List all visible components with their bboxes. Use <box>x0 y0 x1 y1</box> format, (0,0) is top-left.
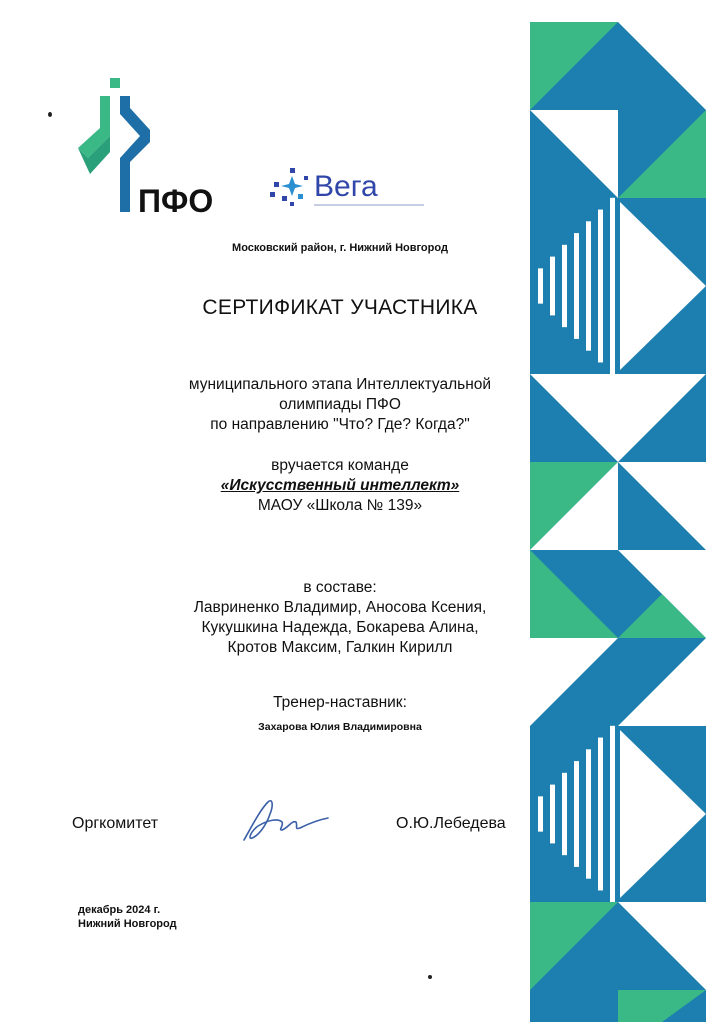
pattern-stripe <box>538 268 543 303</box>
members-line: Кукушкина Надежда, Бокарева Алина, <box>201 619 479 636</box>
stage-line: олимпиады ПФО <box>279 396 401 413</box>
scan-speck <box>428 975 432 979</box>
pattern-stripe <box>550 257 555 316</box>
vega-star-icon <box>270 168 308 206</box>
pattern-stripe <box>610 726 615 902</box>
members-heading: в составе: <box>303 579 377 596</box>
certificate-title: СЕРТИФИКАТ УЧАСТНИКА <box>202 296 478 319</box>
pattern-stripe <box>574 761 579 867</box>
award-block <box>150 456 530 516</box>
stage-line: муниципального этапа Интеллектуальной <box>188 376 492 393</box>
footer-date-block <box>78 903 177 931</box>
stage-description <box>150 375 530 435</box>
coach-name: Захарова Юлия Владимировна <box>258 721 422 733</box>
stage-line: по направлению "Что? Где? Когда?" <box>210 416 470 433</box>
pattern-stripe <box>562 245 567 327</box>
signature-mark <box>238 796 333 846</box>
pfo-logo-text: ПФО <box>138 183 214 218</box>
pattern-stripe <box>574 233 579 339</box>
pattern-tiles <box>530 22 706 1022</box>
award-intro: вручается команде <box>271 457 409 474</box>
team-name: «Искусственный интеллект» <box>220 477 460 494</box>
signer-name: О.Ю.Лебедева <box>396 815 506 832</box>
scan-speck <box>48 112 52 117</box>
pattern-stripe <box>610 198 615 374</box>
org-committee-label: Оргкомитет <box>72 815 159 832</box>
footer-date: декабрь 2024 г. <box>78 904 161 916</box>
pattern-stripe <box>598 210 603 363</box>
location-line: Московский район, г. Нижний Новгород <box>232 242 448 254</box>
school-name: МАОУ «Школа № 139» <box>257 497 423 514</box>
vega-logo-text: Вега <box>314 170 378 203</box>
pattern-stripe <box>538 796 543 831</box>
footer-city: Нижний Новгород <box>78 918 177 930</box>
decorative-border-pattern <box>530 22 706 1022</box>
vega-logo <box>268 162 438 212</box>
members-line: Лавриненко Владимир, Аносова Ксения, <box>193 599 487 616</box>
pattern-stripe <box>550 785 555 844</box>
vega-logo-underline <box>314 204 424 206</box>
pfo-logo <box>78 78 248 218</box>
members-block <box>140 578 540 658</box>
coach-heading: Тренер-наставник: <box>273 694 407 711</box>
pattern-stripe <box>586 749 591 878</box>
pfo-logo-dot <box>110 78 120 88</box>
pattern-stripe <box>586 221 591 350</box>
members-line: Кротов Максим, Галкин Кирилл <box>227 639 453 656</box>
pattern-stripe <box>598 738 603 891</box>
pattern-stripe <box>562 773 567 855</box>
